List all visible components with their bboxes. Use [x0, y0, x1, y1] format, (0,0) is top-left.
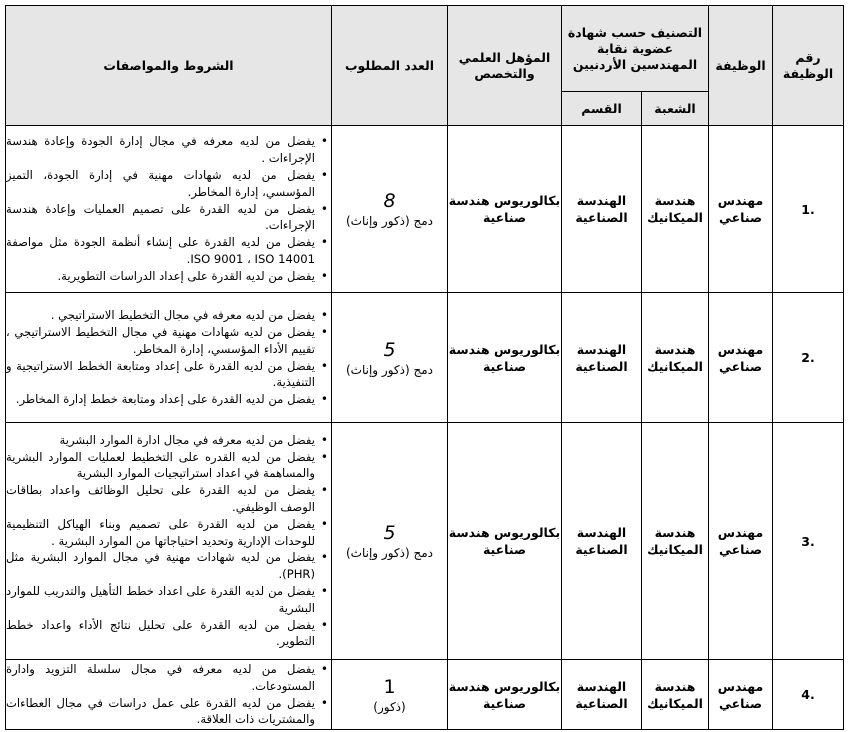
count-cell: [332, 660, 448, 730]
condition-item: • يفضل من لديه القدره على التخطيط لعمليات الموارد البشرية والمساهمة في اعداد استراتيجيات الموارد البشرية: [6, 449, 315, 483]
condition-item: • يفضل من لديه القدرة على إعداد ومتابعة الخطط الاستراتيجية و التنفيذية.: [6, 358, 315, 392]
branch-cell: هندسة الميكانيك: [642, 423, 709, 660]
header-job-number: رقم الوظيفة: [773, 6, 844, 126]
condition-item: • يفضل من لديه معرفه في مجال ادارة الموارد البشرية: [6, 432, 315, 449]
header-branch: الشعبة: [642, 92, 709, 126]
condition-item: • يفضل من لديه القدرة على تحليل نتائج الأداء واعداد خطط التطوير.: [6, 617, 315, 651]
division-cell: الهندسة الصناعية: [562, 126, 642, 293]
required-count: 8: [383, 190, 396, 212]
count-cell: [332, 423, 448, 660]
job-number: .2: [773, 293, 844, 423]
condition-item: • يفضل من لديه القدرة على إنشاء أنظمة الجودة مثل مواصفة ISO 9001 ، ISO 14001.: [6, 234, 315, 268]
required-count: 5: [383, 522, 396, 544]
conditions-cell: [6, 660, 332, 730]
job-number: .3: [773, 423, 844, 660]
header-classification: التصنيف حسب شهادة عضوية نقابة المهندسين الأردنيين: [562, 6, 709, 92]
table-row: [6, 293, 844, 423]
branch-cell: هندسة الميكانيك: [642, 293, 709, 423]
division-cell: الهندسة الصناعية: [562, 293, 642, 423]
condition-item: • يفضل من لديه القدرة على إعداد الدراسات التطويرية.: [6, 268, 315, 285]
division-cell: الهندسة الصناعية: [562, 423, 642, 660]
count-cell: [332, 126, 448, 293]
branch-cell: هندسة الميكانيك: [642, 660, 709, 730]
table-row: [6, 126, 844, 293]
condition-item: • يفضل من لديه شهادات مهنية في مجال الموارد البشرية مثل (PHR).: [6, 549, 315, 583]
conditions-list: [6, 307, 331, 408]
condition-item: • يفضل من لديه القدرة على تحليل الوظائف واعداد بطاقات الوصف الوظيفي.: [6, 482, 315, 516]
table-row: [6, 660, 844, 730]
qualification-cell: بكالوريوس هندسة صناعية: [448, 293, 562, 423]
condition-item: • يفضل من لديه القدرة على عمل دراسات في مجال العطاءات والمشتريات ذات العلاقة.: [6, 695, 315, 729]
qualification-cell: بكالوريوس هندسة صناعية: [448, 423, 562, 660]
division-cell: الهندسة الصناعية: [562, 660, 642, 730]
qualification-cell: بكالوريوس هندسة صناعية: [448, 126, 562, 293]
conditions-list: [6, 661, 331, 728]
job-title: مهندس صناعي: [709, 293, 773, 423]
condition-item: • يفضل من لديه شهادات مهنية في إدارة الجودة، التميز المؤسسي، إدارة المخاطر.: [6, 167, 315, 201]
job-title: مهندس صناعي: [709, 126, 773, 293]
condition-item: • يفضل من لديه القدرة على إعداد ومتابعة خطط إدارة المخاطر.: [6, 391, 315, 408]
header-count: العدد المطلوب: [332, 6, 448, 126]
condition-item: • يفضل من لديه القدرة على تصميم وبناء الهياكل التنظيمية للوحدات الإدارية وتحديد احتياجاتها من الموارد البشرية .: [6, 516, 315, 550]
condition-item: • يفضل من لديه القدرة على اعداد خطط التأهيل والتدريب للموارد البشرية: [6, 583, 315, 617]
gender-mix: (ذكور): [373, 699, 406, 714]
header-job: الوظيفة: [709, 6, 773, 126]
conditions-cell: [6, 126, 332, 293]
condition-item: • يفضل من لديه معرفه في مجال إدارة الجودة وإعادة هندسة الإجراءات .: [6, 133, 315, 167]
conditions-list: [6, 432, 331, 650]
gender-mix: دمج (ذكور وإناث): [346, 546, 433, 560]
required-count: 1: [383, 675, 396, 698]
job-number: .4: [773, 660, 844, 730]
header-qualification: المؤهل العلمي والتخصص: [448, 6, 562, 126]
count-cell: [332, 293, 448, 423]
conditions-list: [6, 133, 331, 284]
table-row: [6, 423, 844, 660]
condition-item: • يفضل من لديه معرفه في مجال سلسلة التزويد وادارة المستودعات.: [6, 661, 315, 695]
required-count: 5: [383, 338, 396, 361]
header-division: القسم: [562, 92, 642, 126]
conditions-cell: [6, 293, 332, 423]
branch-cell: هندسة الميكانيك: [642, 126, 709, 293]
job-number: .1: [773, 126, 844, 293]
gender-mix: دمج (ذكور وإناث): [346, 214, 433, 228]
jobs-table: [5, 5, 844, 730]
qualification-cell: بكالوريوس هندسة صناعية: [448, 660, 562, 730]
header-conditions: الشروط والمواصفات: [6, 6, 332, 126]
job-title: مهندس صناعي: [709, 423, 773, 660]
gender-mix: دمج (ذكور وإناث): [346, 362, 433, 377]
condition-item: • يفضل من لديه شهادات مهنية في مجال التخطيط الاستراتيجي ، تقييم الأداء المؤسسي، إدارة المخاطر.: [6, 324, 315, 358]
job-title: مهندس صناعي: [709, 660, 773, 730]
conditions-cell: [6, 423, 332, 660]
condition-item: • يفضل من لديه معرفه في مجال التخطيط الاستراتيجي .: [6, 307, 315, 324]
condition-item: • يفضل من لديه القدرة على تصميم العمليات وإعادة هندسة الإجراءات.: [6, 201, 315, 235]
